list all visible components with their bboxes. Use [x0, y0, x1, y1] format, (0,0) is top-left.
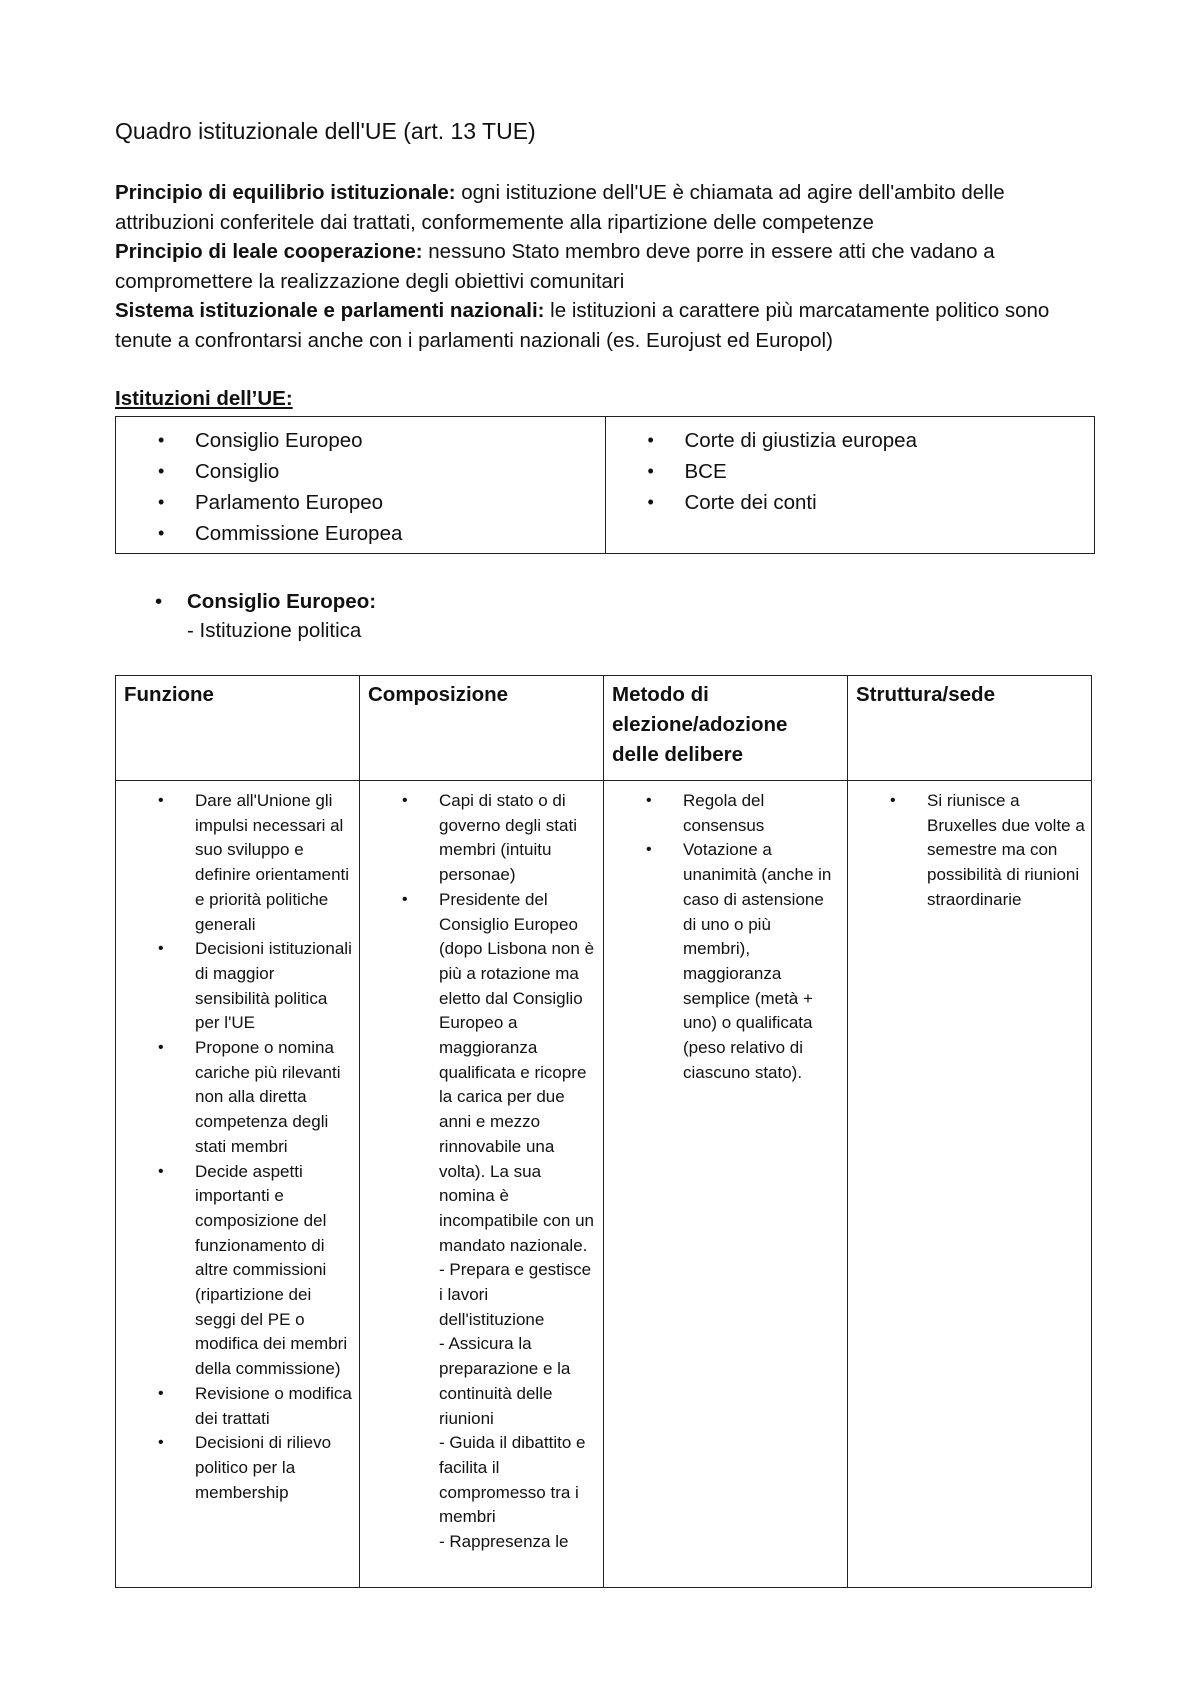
composizione-note: - Rappresenza le: [439, 1532, 569, 1552]
list-item: • BCE: [606, 456, 1095, 487]
metodo-cell: [604, 781, 848, 1588]
principle-text: nessuno Stato membro deve porre in essere atti che vadano a compromettere la realizzazione degli obiettivi comunitari: [115, 240, 995, 293]
list-item: • Parlamento Europeo: [116, 487, 605, 518]
list-item: • Revisione o modifica dei trattati: [116, 1382, 353, 1431]
column-header: Funzione: [116, 676, 360, 781]
document-title: Quadro istituzionale dell'UE (art. 13 TUE): [115, 118, 536, 144]
metodo-list: [604, 789, 841, 1085]
section-label: Consiglio Europeo:: [187, 590, 377, 613]
list-item: • Presidente del Consiglio Europeo (dopo Lisbona non è più a rotazione ma eletto dal Consiglio Europeo a maggioranza qualificata e ricopre la carica per due anni e mezzo rinnovabile una volta). La sua nomina è incompatibile con un mandato nazionale.: [360, 888, 597, 1259]
list-item: • Corte di giustizia europea: [606, 425, 1095, 456]
list-item: • Decisioni istituzionali di maggior sensibilità politica per l'UE: [116, 937, 353, 1036]
list-item: • Consiglio Europeo: [116, 425, 605, 456]
composizione-note: - Prepara e gestisce i lavori dell'istituzione: [439, 1260, 592, 1329]
column-header: Struttura/sede: [848, 676, 1092, 781]
bullet-icon: •: [155, 590, 163, 613]
funzione-cell: [116, 781, 360, 1588]
composizione-note: - Guida il dibattito e facilita il compromesso tra i membri: [439, 1433, 586, 1527]
principles-section: [115, 178, 1095, 355]
column-header: Metodo di elezione/adozione delle delibere: [604, 676, 848, 781]
list-item: • Regola del consensus: [604, 789, 841, 838]
composizione-list: [360, 789, 597, 1258]
institutions-heading: Istituzioni dell’UE:: [115, 387, 293, 410]
section-subtitle: - Istituzione politica: [187, 619, 362, 642]
column-header: Composizione: [360, 676, 604, 781]
list-item: • Propone o nomina cariche più rilevanti non alla diretta competenza degli stati membri: [116, 1036, 353, 1160]
struttura-cell: [848, 781, 1092, 1588]
institutions-right-cell: [605, 417, 1095, 554]
composizione-note: - Assicura la preparazione e la continuità delle riunioni: [439, 1334, 571, 1428]
list-item: • Decide aspetti importanti e composizione del funzionamento di altre commissioni (ripartizione dei seggi del PE o modifica dei membri della commissione): [116, 1160, 353, 1382]
composizione-cell: [360, 781, 604, 1588]
consiglio-europeo-table: [115, 675, 1092, 1588]
list-item: • Votazione a unanimità (anche in caso di astensione di uno o più membri), maggioranza semplice (metà + uno) o qualificata (peso relativo di ciascuno stato).: [604, 838, 841, 1085]
funzione-list: [116, 789, 353, 1505]
table-row: [116, 781, 1092, 1588]
principle-label: Sistema istituzionale e parlamenti nazionali:: [115, 299, 545, 322]
list-item: • Consiglio: [116, 456, 605, 487]
institutions-table: [115, 416, 1095, 554]
principle-text: le istituzioni a carattere più marcatamente politico sono tenute a confrontarsi anche con i parlamenti nazionali (es. Eurojust ed Europol): [115, 299, 1050, 352]
list-item: • Decisioni di rilievo politico per la membership: [116, 1431, 353, 1505]
principle-text: ogni istituzione dell'UE è chiamata ad agire dell'ambito delle attribuzioni conferitele dai trattati, conformemente alla ripartizione delle competenze: [115, 181, 1005, 234]
principle-label: Principio di equilibrio istituzionale:: [115, 181, 456, 204]
institutions-left-cell: [116, 417, 606, 554]
list-item: • Commissione Europea: [116, 518, 605, 549]
list-item: • Corte dei conti: [606, 487, 1095, 518]
institutions-left-list: [116, 425, 605, 549]
struttura-list: [848, 789, 1085, 913]
institutions-right-list: [606, 425, 1095, 518]
principle-leale-cooperazione: [115, 237, 1095, 296]
list-item: • Capi di stato o di governo degli stati membri (intuitu personae): [360, 789, 597, 888]
list-item: • Dare all'Unione gli impulsi necessari al suo sviluppo e definire orientamenti e priorità politiche generali: [116, 789, 353, 937]
table-header-row: [116, 676, 1092, 781]
list-item: • Si riunisce a Bruxelles due volte a semestre ma con possibilità di riunioni straordinarie: [848, 789, 1085, 913]
principle-equilibrio: [115, 178, 1095, 237]
principle-label: Principio di leale cooperazione:: [115, 240, 423, 263]
principle-parlamenti-nazionali: [115, 296, 1095, 355]
